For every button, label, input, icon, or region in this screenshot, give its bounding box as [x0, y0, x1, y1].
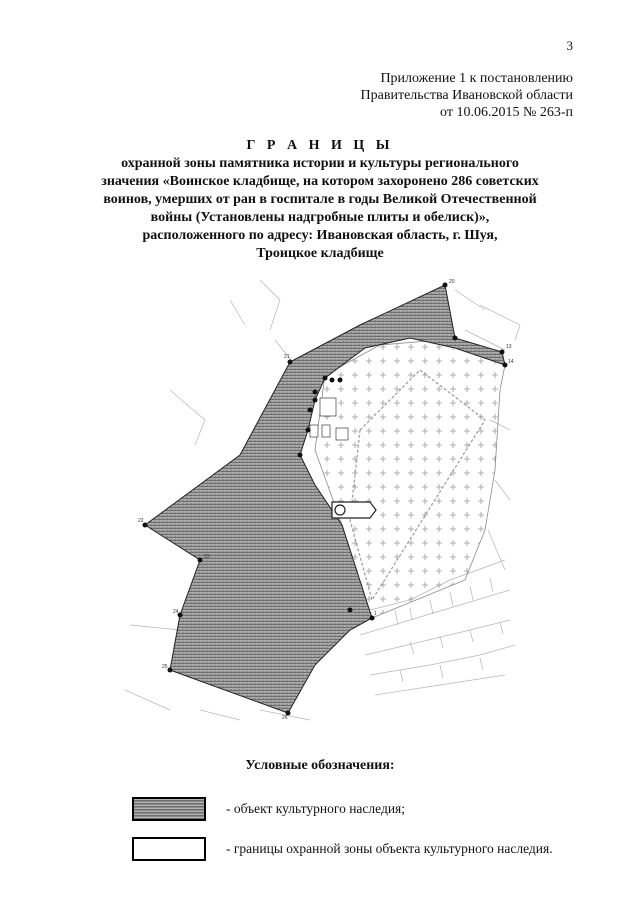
- boundary-swatch: [132, 837, 206, 861]
- appendix-line-3: от 10.06.2015 № 263-п: [440, 105, 573, 120]
- legend-label: - объект культурного наследия;: [226, 801, 406, 816]
- document-title: [60, 137, 580, 263]
- legend-item-boundary: [132, 837, 553, 861]
- point-label: 24: [173, 609, 179, 615]
- title-heading: Г Р А Н И Ц Ы: [246, 138, 394, 153]
- point-label: 23: [204, 554, 210, 560]
- point-label: 1: [374, 611, 377, 617]
- title-line-3: воинов, умерших от ран в госпитале в годы Великой Отечественной: [103, 192, 537, 207]
- title-line-5: расположенного по адресу: Ивановская область, г. Шуя,: [142, 228, 498, 243]
- appendix-header: [361, 70, 573, 121]
- monument-object: [332, 502, 376, 518]
- heritage-swatch: [132, 797, 206, 821]
- title-line-6: Троицкое кладбище: [256, 246, 384, 261]
- boundary-map: [110, 270, 530, 725]
- legend-title: Условные обозначения:: [245, 758, 395, 773]
- point-label: 25: [162, 664, 168, 670]
- point-label: 22: [138, 518, 144, 524]
- title-line-1: охранной зоны памятника истории и культуры регионального: [121, 156, 519, 171]
- point-label: 26: [282, 715, 288, 721]
- point-label: 13: [506, 344, 512, 350]
- legend-item-heritage: [132, 797, 405, 821]
- point-label: 21: [284, 354, 290, 360]
- legend-label: - границы охранной зоны объекта культурного наследия.: [226, 841, 553, 856]
- title-line-4: войны (Установлены надгробные плиты и обелиск)»,: [150, 210, 490, 225]
- appendix-line-1: Приложение 1 к постановлению: [380, 71, 573, 86]
- point-label: 20: [449, 279, 455, 285]
- appendix-line-2: Правительства Ивановской области: [360, 88, 573, 103]
- point-label: 14: [508, 359, 514, 365]
- page-number: 3: [566, 38, 573, 53]
- title-line-2: значения «Воинское кладбище, на котором захоронено 286 советских: [101, 174, 539, 189]
